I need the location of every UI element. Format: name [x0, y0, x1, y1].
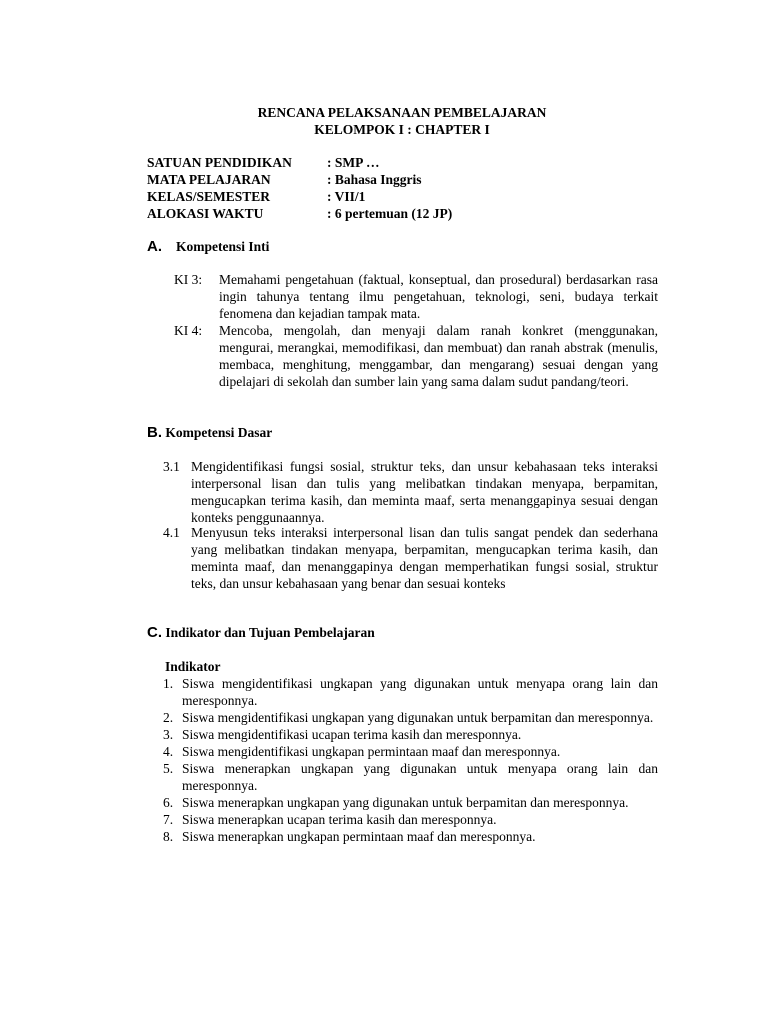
identity-row — [147, 154, 452, 171]
ki-item — [174, 322, 658, 390]
identity-value: : Bahasa Inggris — [327, 172, 422, 187]
section-a-heading — [147, 238, 269, 255]
indikator-list — [163, 675, 658, 845]
list-text: Siswa mengidentifikasi ungkapan yang digunakan untuk berpamitan dan meresponnya. — [182, 710, 654, 725]
identity-row — [147, 188, 452, 205]
identity-key: MATA PELAJARAN — [147, 172, 271, 187]
identity-value: : SMP … — [327, 155, 380, 170]
section-title: Kompetensi Dasar — [165, 425, 273, 440]
ki-label: KI 4: — [174, 323, 203, 338]
ki-item — [174, 271, 658, 322]
list-item — [163, 760, 658, 794]
section-title: Kompetensi Inti — [176, 239, 270, 254]
section-letter: A. — [147, 238, 162, 255]
list-item — [163, 709, 658, 726]
kd-text: Mengidentifikasi fungsi sosial, struktur teks, dan unsur kebahasaan teks interaksi interpersonal lisan dan tulis yang melibatkan tindakan menyapa, berpamitan, mengucapkan terima kasih, dan meminta maaf, serta menanggapinya sesuai dengan konteks penggunaannya. — [191, 459, 658, 525]
list-number: 7. — [163, 812, 174, 827]
document-subtitle: KELOMPOK I : CHAPTER I — [314, 122, 490, 137]
kd-text: Menyusun teks interaksi interpersonal lisan dan tulis sangat pendek dan sederhana yang melibatkan tindakan menyapa, berpamitan, mengucapkan terima kasih, dan meminta maaf, dan menanggapinya dengan memperhatikan fungsi sosial, struktur teks, dan unsur kebahasaan yang benar dan sesuai konteks — [191, 525, 658, 591]
kd-item — [163, 458, 658, 526]
identity-key: SATUAN PENDIDIKAN — [147, 155, 292, 170]
kd-label: 4.1 — [163, 525, 180, 540]
list-item — [163, 726, 658, 743]
list-number: 3. — [163, 727, 174, 742]
identity-table — [147, 154, 452, 222]
identity-row — [147, 205, 452, 222]
section-letter: B. — [147, 424, 162, 441]
list-item — [163, 828, 658, 845]
list-number: 2. — [163, 710, 174, 725]
identity-row — [147, 171, 452, 188]
list-text: Siswa mengidentifikasi ungkapan yang digunakan untuk menyapa orang lain dan meresponnya. — [182, 676, 658, 708]
kd-item — [163, 524, 658, 592]
list-item — [163, 675, 658, 709]
section-c-heading — [147, 624, 375, 641]
list-number: 6. — [163, 795, 174, 810]
list-item — [163, 794, 658, 811]
list-item — [163, 743, 658, 760]
identity-key: KELAS/SEMESTER — [147, 189, 271, 204]
ki-text: Mencoba, mengolah, dan menyaji dalam ranah konkret (menggunakan, mengurai, merangkai, memodifikasi, dan membuat) dan ranah abstrak (menulis, membaca, menghitung, menggambar, dan mengarang) sesuai dengan yang dipelajari di sekolah dan sumber lain yang sama dalam sudut pandang/teori. — [219, 323, 658, 389]
indikator-heading: Indikator — [165, 659, 221, 674]
list-text: Siswa menerapkan ungkapan yang digunakan untuk berpamitan dan meresponnya. — [182, 795, 629, 810]
section-letter: C. — [147, 624, 162, 641]
list-number: 1. — [163, 676, 174, 691]
identity-value: : VII/1 — [327, 189, 366, 204]
ki-label: KI 3: — [174, 272, 203, 287]
list-number: 8. — [163, 829, 174, 844]
list-text: Siswa mengidentifikasi ucapan terima kasih dan meresponnya. — [182, 727, 522, 742]
list-text: Siswa mengidentifikasi ungkapan permintaan maaf dan meresponnya. — [182, 744, 561, 759]
ki-text: Memahami pengetahuan (faktual, konseptual, dan prosedural) berdasarkan rasa ingin tahunya tentang ilmu pengetahuan, teknologi, seni, budaya terkait fenomena dan kejadian tampak mata. — [219, 272, 658, 321]
list-number: 4. — [163, 744, 174, 759]
section-b-heading — [147, 424, 272, 441]
section-title: Indikator dan Tujuan Pembelajaran — [165, 625, 375, 640]
list-item — [163, 811, 658, 828]
document-title: RENCANA PELAKSANAAN PEMBELAJARAN — [257, 105, 547, 120]
list-text: Siswa menerapkan ucapan terima kasih dan meresponnya. — [182, 812, 497, 827]
list-text: Siswa menerapkan ungkapan permintaan maaf dan meresponnya. — [182, 829, 536, 844]
identity-value: : 6 pertemuan (12 JP) — [327, 206, 453, 221]
kd-label: 3.1 — [163, 459, 180, 474]
list-text: Siswa menerapkan ungkapan yang digunakan untuk menyapa orang lain dan meresponnya. — [182, 761, 658, 793]
identity-key: ALOKASI WAKTU — [147, 206, 264, 221]
list-number: 5. — [163, 761, 174, 776]
